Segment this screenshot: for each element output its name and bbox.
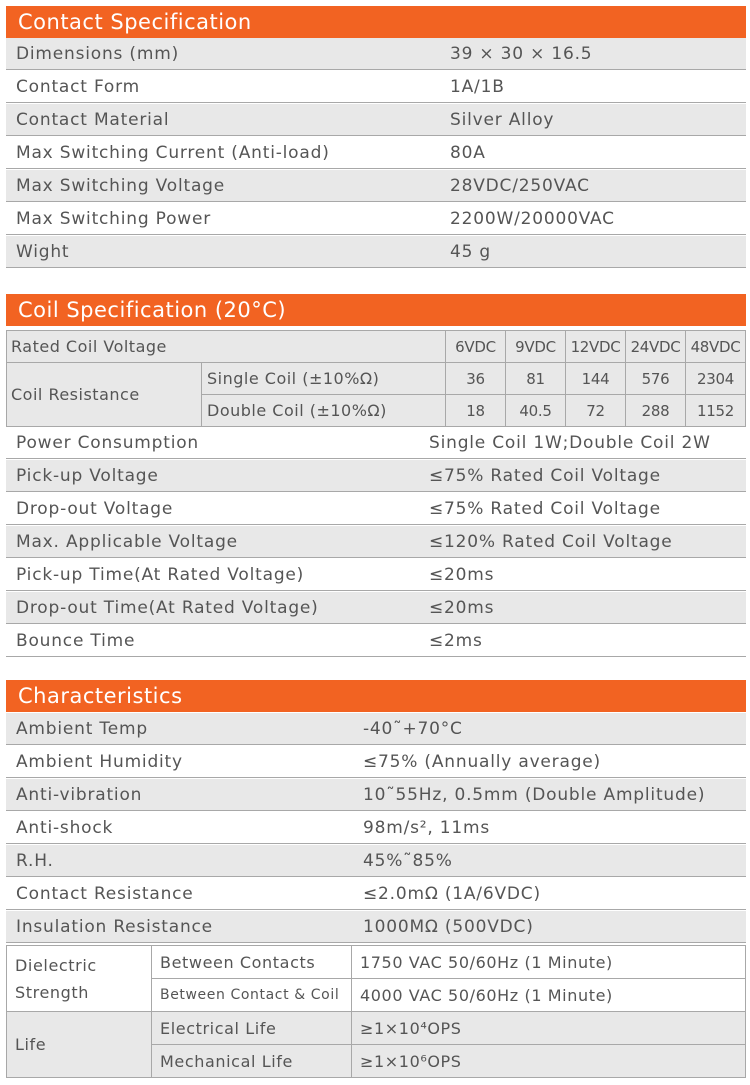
row-label: Drop-out Voltage <box>16 499 174 519</box>
coil-resistance-label: Coil Resistance <box>7 363 202 427</box>
row-label: Dimensions (mm) <box>16 44 180 64</box>
mechanical-life-label: Mechanical Life <box>152 1045 352 1078</box>
row-label: Ambient Temp <box>16 719 148 739</box>
between-contacts-value: 1750 VAC 50/60Hz (1 Minute) <box>352 946 746 979</box>
table-row <box>6 493 746 525</box>
dielectric-label-line1: Dielectric <box>15 955 97 975</box>
between-contact-coil-value: 4000 VAC 50/60Hz (1 Minute) <box>352 979 746 1012</box>
row-value: ≤120% Rated Coil Voltage <box>429 532 673 552</box>
row-label: Insulation Resistance <box>16 917 213 937</box>
row-label: Ambient Humidity <box>16 752 183 772</box>
single-coil-value: 2304 <box>686 363 746 395</box>
table-row <box>6 845 746 877</box>
row-label: Anti-shock <box>16 818 114 838</box>
table-row <box>6 625 746 657</box>
table-row <box>6 236 746 268</box>
double-coil-value: 288 <box>626 395 686 427</box>
table-row <box>6 878 746 910</box>
row-label: Power Consumption <box>16 433 199 453</box>
single-coil-value: 144 <box>566 363 626 395</box>
row-value: 98m/s², 11ms <box>363 818 491 838</box>
table-row <box>6 911 746 943</box>
table-row <box>6 746 746 778</box>
row-value: 80A <box>450 143 486 163</box>
row-value: Single Coil 1W;Double Coil 2W <box>429 433 711 453</box>
between-contacts-label: Between Contacts <box>152 946 352 979</box>
life-label: Life <box>7 1012 152 1078</box>
row-value: 39 × 30 × 16.5 <box>450 44 593 64</box>
row-label: Contact Resistance <box>16 884 194 904</box>
table-row <box>6 779 746 811</box>
single-coil-value: 576 <box>626 363 686 395</box>
row-label: Wight <box>16 242 70 262</box>
table-row <box>6 460 746 492</box>
table-row <box>6 104 746 136</box>
table-row <box>6 559 746 591</box>
double-coil-label: Double Coil (±10%Ω) <box>202 395 446 427</box>
table-row <box>6 713 746 745</box>
mechanical-life-value: ≥1×10⁶OPS <box>352 1045 746 1078</box>
table-row <box>6 38 746 70</box>
single-coil-value: 81 <box>506 363 566 395</box>
double-coil-value: 40.5 <box>506 395 566 427</box>
table-row <box>6 203 746 235</box>
row-label: Max Switching Current (Anti-load) <box>16 143 330 163</box>
row-value: ≤75% (Annually average) <box>363 752 601 772</box>
voltage-header: 24VDC <box>626 331 686 363</box>
voltage-header: 6VDC <box>446 331 506 363</box>
row-value: ≤2ms <box>429 631 483 651</box>
double-coil-value: 18 <box>446 395 506 427</box>
table-row <box>6 137 746 169</box>
single-coil-label: Single Coil (±10%Ω) <box>202 363 446 395</box>
double-coil-value: 72 <box>566 395 626 427</box>
table-row <box>6 170 746 202</box>
voltage-header: 9VDC <box>506 331 566 363</box>
electrical-life-label: Electrical Life <box>152 1012 352 1045</box>
row-label: Pick-up Voltage <box>16 466 159 486</box>
row-label: R.H. <box>16 851 54 871</box>
single-coil-value: 36 <box>446 363 506 395</box>
row-label: Anti-vibration <box>16 785 143 805</box>
row-label: Drop-out Time(At Rated Voltage) <box>16 598 319 618</box>
table-row <box>6 526 746 558</box>
row-label: Max Switching Voltage <box>16 176 226 196</box>
table-row <box>6 812 746 844</box>
row-value: ≤2.0mΩ (1A/6VDC) <box>363 884 541 904</box>
characteristics-header: Characteristics <box>6 680 746 712</box>
row-value: ≤75% Rated Coil Voltage <box>429 466 661 486</box>
row-label: Bounce Time <box>16 631 136 651</box>
row-value: -40˜+70°C <box>363 719 463 739</box>
row-value: ≤20ms <box>429 598 495 618</box>
voltage-header: 48VDC <box>686 331 746 363</box>
row-value: 10˜55Hz, 0.5mm (Double Amplitude) <box>363 785 706 805</box>
contact-spec-header: Contact Specification <box>6 6 746 38</box>
row-label: Max. Applicable Voltage <box>16 532 238 552</box>
row-label: Max Switching Power <box>16 209 212 229</box>
row-value: Silver Alloy <box>450 110 555 130</box>
row-value: 45 g <box>450 242 492 262</box>
row-value: 1A/1B <box>450 77 505 97</box>
between-contact-coil-label: Between Contact & Coil <box>152 979 352 1012</box>
row-value: 1000MΩ (500VDC) <box>363 917 534 937</box>
row-value: ≤75% Rated Coil Voltage <box>429 499 661 519</box>
row-value: 2200W/20000VAC <box>450 209 615 229</box>
row-label: Pick-up Time(At Rated Voltage) <box>16 565 305 585</box>
double-coil-value: 1152 <box>686 395 746 427</box>
voltage-header: 12VDC <box>566 331 626 363</box>
rated-coil-voltage-label: Rated Coil Voltage <box>7 331 446 363</box>
row-value: ≤20ms <box>429 565 495 585</box>
table-row <box>6 71 746 103</box>
table-row <box>6 427 746 459</box>
row-label: Contact Form <box>16 77 140 97</box>
coil-spec-header: Coil Specification (20°C) <box>6 294 746 326</box>
dielectric-life-table <box>6 945 746 1078</box>
table-row <box>6 592 746 624</box>
row-value: 45%˜85% <box>363 851 453 871</box>
electrical-life-value: ≥1×10⁴OPS <box>352 1012 746 1045</box>
dielectric-strength-label <box>7 946 152 1012</box>
row-value: 28VDC/250VAC <box>450 176 590 196</box>
coil-voltage-table <box>6 330 746 427</box>
dielectric-label-line2: Strength <box>15 982 90 1002</box>
row-label: Contact Material <box>16 110 170 130</box>
